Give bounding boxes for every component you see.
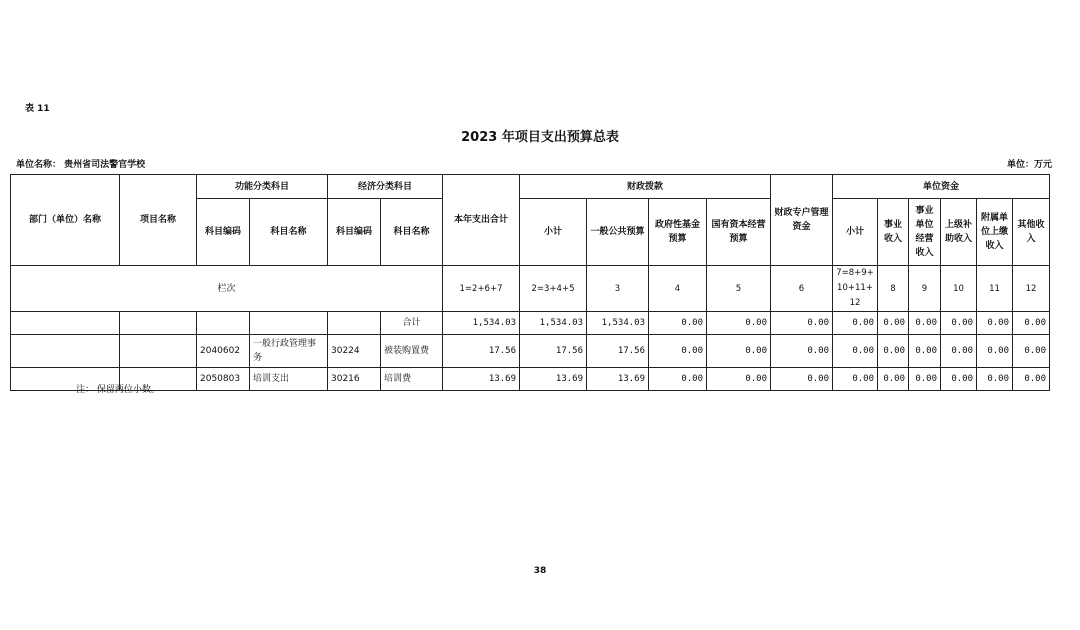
header-special-fund: 财政专户管理资金 [771, 175, 833, 266]
fiscal-subtotal-cell: 1,534.03 [520, 312, 587, 335]
index-cell: 6 [771, 266, 833, 312]
func-name-cell: 培训支出 [250, 368, 328, 391]
table-row-total [11, 312, 1050, 335]
general-budget-cell: 17.56 [587, 335, 649, 368]
func-name-cell [250, 312, 328, 335]
econ-name-cell: 培训费 [381, 368, 443, 391]
superior-subsidy-cell: 0.00 [941, 368, 977, 391]
func-code-cell: 2050803 [197, 368, 250, 391]
table-number: 表 11 [25, 104, 50, 114]
header-func-name: 科目名称 [250, 199, 328, 266]
state-capital-cell: 0.00 [707, 312, 771, 335]
total-cell: 17.56 [443, 335, 520, 368]
index-cell: 5 [707, 266, 771, 312]
unit-subtotal-cell: 0.00 [833, 335, 878, 368]
header-econ-group: 经济分类科目 [328, 175, 443, 199]
index-cell: 12 [1013, 266, 1050, 312]
gov-fund-cell: 0.00 [649, 312, 707, 335]
header-func-group: 功能分类科目 [197, 175, 328, 199]
project-cell [120, 335, 197, 368]
special-fund-cell: 0.00 [771, 335, 833, 368]
footnote: 注： 保留两位小数。 [76, 385, 160, 395]
index-cell: 3 [587, 266, 649, 312]
affiliated-income-cell: 0.00 [977, 368, 1013, 391]
header-general-budget: 一般公共预算 [587, 199, 649, 266]
special-fund-cell: 0.00 [771, 368, 833, 391]
header-career-op-income: 事业单位经营收入 [909, 199, 941, 266]
index-label: 栏次 [11, 266, 443, 312]
fiscal-subtotal-cell: 17.56 [520, 335, 587, 368]
header-econ-name: 科目名称 [381, 199, 443, 266]
header-state-capital: 国有资本经营预算 [707, 199, 771, 266]
header-fiscal-group: 财政拨款 [520, 175, 771, 199]
header-unit-group: 单位资金 [833, 175, 1050, 199]
econ-code-cell: 30224 [328, 335, 381, 368]
header-fiscal-subtotal: 小计 [520, 199, 587, 266]
index-cell: 2=3+4+5 [520, 266, 587, 312]
func-code-cell [197, 312, 250, 335]
table-row [11, 368, 1050, 391]
header-unit-subtotal: 小计 [833, 199, 878, 266]
page-title: 2023 年项目支出预算总表 [461, 130, 619, 145]
superior-subsidy-cell: 0.00 [941, 335, 977, 368]
index-row [11, 266, 1050, 312]
currency-unit: 单位：万元 [1006, 160, 1052, 170]
career-op-income-cell: 0.00 [909, 335, 941, 368]
index-cell: 11 [977, 266, 1013, 312]
total-cell: 1,534.03 [443, 312, 520, 335]
career-income-cell: 0.00 [878, 368, 909, 391]
affiliated-income-cell: 0.00 [977, 335, 1013, 368]
dept-cell [11, 312, 120, 335]
func-code-cell: 2040602 [197, 335, 250, 368]
other-income-cell: 0.00 [1013, 312, 1050, 335]
dept-cell [11, 335, 120, 368]
budget-table [10, 174, 1050, 391]
index-cell: 7=8+9+10+11+12 [833, 266, 878, 312]
other-income-cell: 0.00 [1013, 335, 1050, 368]
header-superior-subsidy: 上级补助收入 [941, 199, 977, 266]
unit-subtotal-cell: 0.00 [833, 312, 878, 335]
header-career-income: 事业收入 [878, 199, 909, 266]
fiscal-subtotal-cell: 13.69 [520, 368, 587, 391]
index-cell: 4 [649, 266, 707, 312]
affiliated-income-cell: 0.00 [977, 312, 1013, 335]
state-capital-cell: 0.00 [707, 368, 771, 391]
econ-name-cell: 被装购置费 [381, 335, 443, 368]
career-op-income-cell: 0.00 [909, 368, 941, 391]
header-total: 本年支出合计 [443, 175, 520, 266]
header-gov-fund: 政府性基金预算 [649, 199, 707, 266]
header-other-income: 其他收入 [1013, 199, 1050, 266]
special-fund-cell: 0.00 [771, 312, 833, 335]
general-budget-cell: 13.69 [587, 368, 649, 391]
index-cell: 10 [941, 266, 977, 312]
index-cell: 8 [878, 266, 909, 312]
gov-fund-cell: 0.00 [649, 368, 707, 391]
header-project: 项目名称 [120, 175, 197, 266]
project-cell [120, 312, 197, 335]
general-budget-cell: 1,534.03 [587, 312, 649, 335]
gov-fund-cell: 0.00 [649, 335, 707, 368]
index-cell: 1=2+6+7 [443, 266, 520, 312]
career-income-cell: 0.00 [878, 312, 909, 335]
state-capital-cell: 0.00 [707, 335, 771, 368]
header-econ-code: 科目编码 [328, 199, 381, 266]
header-dept: 部门（单位）名称 [11, 175, 120, 266]
unit-subtotal-cell: 0.00 [833, 368, 878, 391]
other-income-cell: 0.00 [1013, 368, 1050, 391]
superior-subsidy-cell: 0.00 [941, 312, 977, 335]
career-op-income-cell: 0.00 [909, 312, 941, 335]
header-row-1 [11, 175, 1050, 199]
table-row [11, 335, 1050, 368]
header-func-code: 科目编码 [197, 199, 250, 266]
header-affiliated-income: 附属单位上缴收入 [977, 199, 1013, 266]
econ-code-cell: 30216 [328, 368, 381, 391]
total-cell: 13.69 [443, 368, 520, 391]
career-income-cell: 0.00 [878, 335, 909, 368]
index-cell: 9 [909, 266, 941, 312]
unit-name: 单位名称： 贵州省司法警官学校 [16, 160, 146, 170]
econ-code-cell [328, 312, 381, 335]
econ-name-cell: 合计 [381, 312, 443, 335]
page-number: 38 [533, 566, 547, 576]
func-name-cell: 一般行政管理事务 [250, 335, 328, 368]
